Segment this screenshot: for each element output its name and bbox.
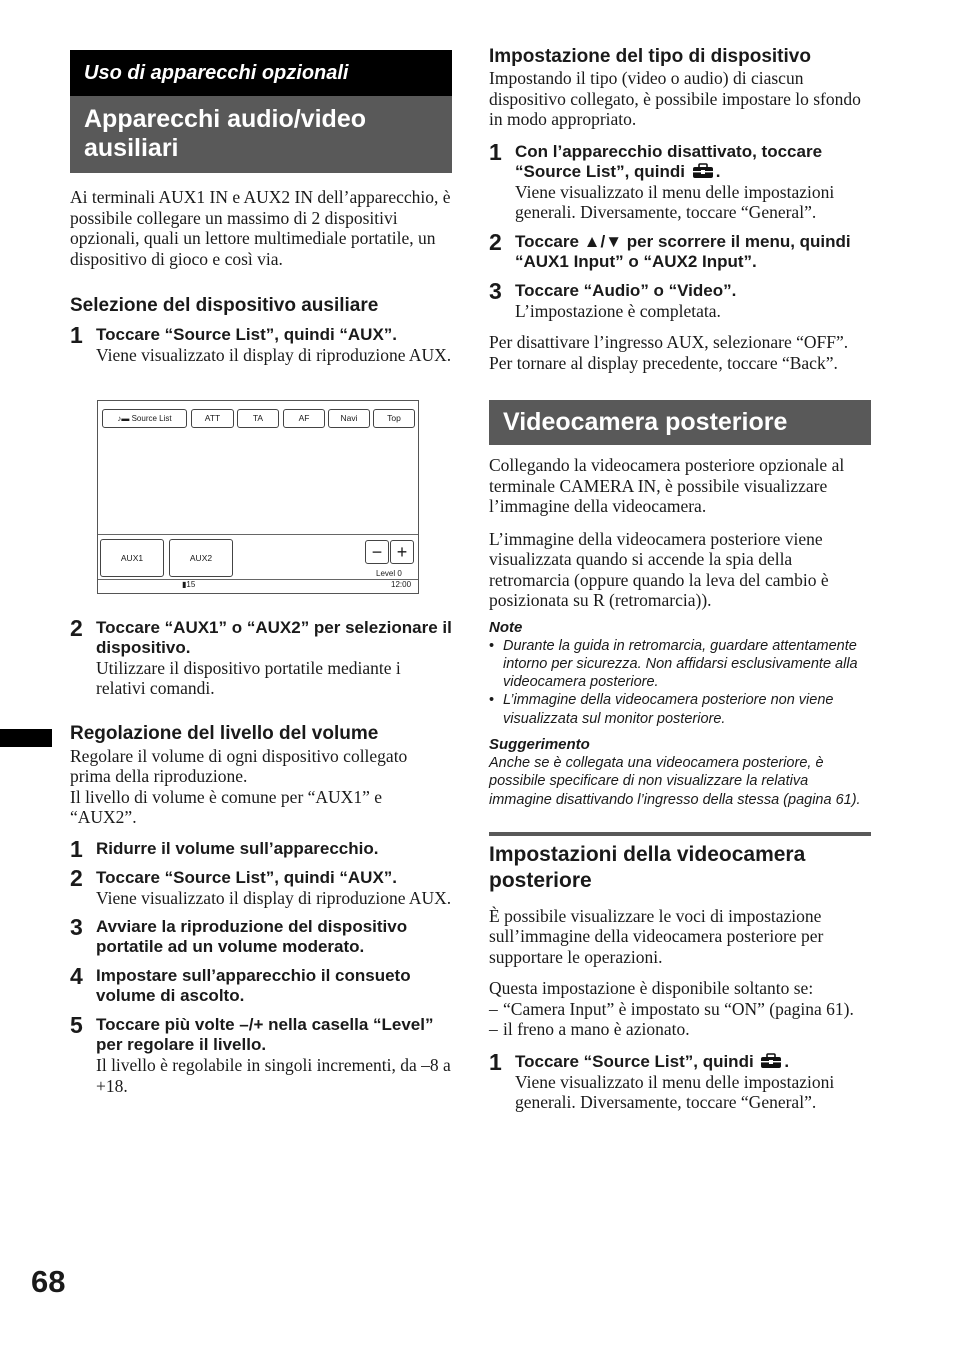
left-column xyxy=(70,50,452,1096)
toolbox-icon xyxy=(760,1053,782,1069)
chapter-tab-marker xyxy=(0,729,52,747)
note-item-1: • Durante la guida in retromarcia, guardare attentamente intorno per sicurezza. Non affidarsi esclusivamente alla videocamera posteriore. xyxy=(489,637,871,692)
back-text: Per tornare al display precedente, toccare “Back”. xyxy=(489,352,838,373)
select-heading: Selezione del dispositivo ausiliare xyxy=(70,295,379,316)
section-title: Apparecchi audio/video ausiliari xyxy=(70,96,452,173)
signal-icon: ▮ xyxy=(182,579,187,589)
af-button[interactable]: AF xyxy=(283,409,325,428)
aux1-button[interactable]: AUX1 xyxy=(100,539,164,577)
source-icon: ♪▬ xyxy=(117,413,130,423)
settings-heading: Impostazioni della videocamera posteriore xyxy=(489,842,806,892)
select-step-1: 1 Toccare “Source List”, quindi “AUX”. Viene visualizzato il display di riproduzione AUX. xyxy=(70,322,452,365)
navi-button[interactable]: Navi xyxy=(328,409,370,428)
camera-paragraph-2: L’immagine della videocamera posteriore viene visualizzata quando si accende la spia della retromarcia (oppure quando la leva del cambio è posizionata su R (retromarcia)). xyxy=(489,528,829,610)
device-intro: Impostando il tipo (video o audio) di ciascun dispositivo collegato, è possibile impostare lo sfondo in modo appropriato. xyxy=(489,68,861,129)
volume-intro: Regolare il volume di ogni dispositivo collegato prima della riproduzione. xyxy=(70,745,408,786)
camera-paragraph-1: Collegando la videocamera posteriore opzionale al terminale CAMERA IN, è possibile visualizzare l’immagine della videocamera. xyxy=(489,455,845,516)
note-item-2: • L’immagine della videocamera posteriore non viene visualizzata sul monitor posteriore. xyxy=(489,691,871,728)
screen-divider xyxy=(98,534,418,535)
volume-plus-button[interactable]: + xyxy=(390,540,414,564)
ta-button[interactable]: TA xyxy=(237,409,279,428)
aux2-button[interactable]: AUX2 xyxy=(169,539,233,577)
source-list-button[interactable]: ♪▬ Source List xyxy=(102,409,187,428)
tip-text: Anche se è collegata una videocamera posteriore, è possibile specificare di non visualizzare la relativa immagine disattivando l’ingresso della stessa (pagina 61). xyxy=(489,754,861,808)
page-number: 68 xyxy=(31,1264,66,1299)
volume-minus-button[interactable]: − xyxy=(365,540,389,564)
section-rule xyxy=(489,832,871,836)
condition-2: – il freno a mano è azionato. xyxy=(489,1019,871,1040)
settings-paragraph-2: Questa impostazione è disponibile soltanto se: xyxy=(489,978,814,999)
tip-heading: Suggerimento xyxy=(489,735,590,753)
intro-text: Ai terminali AUX1 IN e AUX2 IN dell’apparecchio, è possibile collegare un massimo di 2 dispositivi opzionali, quali un lettore multimediale portatile, un dispositivo di gioco e così via. xyxy=(70,187,451,269)
device-step-3: 3 Toccare “Audio” o “Video”. L’impostazione è completata. xyxy=(489,277,737,321)
volume-intro-2: Il livello di volume è comune per “AUX1” e “AUX2”. xyxy=(70,786,382,827)
device-step-1: 1 Con l’apparecchio disattivato, toccare “Source List”, quindi . Viene visualizzato il menu delle impostazioni generali. Diversamente, toccare “General”. xyxy=(489,138,835,222)
volume-step-4: 4 Impostare sull’apparecchio il consueto volume di ascolto. xyxy=(70,963,411,1005)
camera-section-title: Videocamera posteriore xyxy=(489,400,871,445)
off-text: Per disattivare l’ingresso AUX, selezionare “OFF”. xyxy=(489,332,849,352)
device-step-2: 2 Toccare ▲/▼ per scorrere il menu, quindi “AUX1 Input” o “AUX2 Input”. xyxy=(489,228,851,271)
top-button[interactable]: Top xyxy=(373,409,415,428)
toolbox-icon xyxy=(692,163,714,179)
device-heading: Impostazione del tipo di dispositivo xyxy=(489,46,811,67)
settings-step-1: 1 Toccare “Source List”, quindi . Viene visualizzato il menu delle impostazioni generali. Diversamente, toccare “General”. xyxy=(489,1048,835,1113)
att-button[interactable]: ATT xyxy=(191,409,234,428)
select-step-2: 2 Toccare “AUX1” o “AUX2” per selezionare il dispositivo. Utilizzare il dispositivo portatile mediante i relativi comandi. xyxy=(70,614,452,698)
volume-step-3: 3 Avviare la riproduzione del dispositivo portatile ad un volume moderato. xyxy=(70,914,408,956)
level-label: Level 0 xyxy=(376,568,402,578)
volume-step-5: 5 Toccare più volte –/+ nella casella “Level” per regolare il livello. Il livello è regolabile in singoli incrementi, da –8 a +18. xyxy=(70,1012,451,1096)
volume-step-1: 1 Ridurre il volume sull’apparecchio. xyxy=(70,835,379,862)
aux-screen-illustration xyxy=(97,400,419,594)
section-bar: Uso di apparecchi opzionali xyxy=(70,50,452,96)
volume-heading: Regolazione del livello del volume xyxy=(70,722,379,744)
track-indicator: ▮15 xyxy=(182,579,196,589)
status-divider xyxy=(98,579,418,580)
clock: 12:00 xyxy=(391,579,412,589)
condition-1: – “Camera Input” è impostato su “ON” (pagina 61). xyxy=(489,999,871,1020)
note-heading: Note xyxy=(489,618,523,636)
settings-paragraph-1: È possibile visualizzare le voci di impostazione sull’immagine della videocamera posteriore per supportare le operazioni. xyxy=(489,905,824,967)
volume-step-2: 2 Toccare “Source List”, quindi “AUX”. Viene visualizzato il display di riproduzione AUX. xyxy=(70,864,452,908)
right-column xyxy=(489,46,871,1113)
